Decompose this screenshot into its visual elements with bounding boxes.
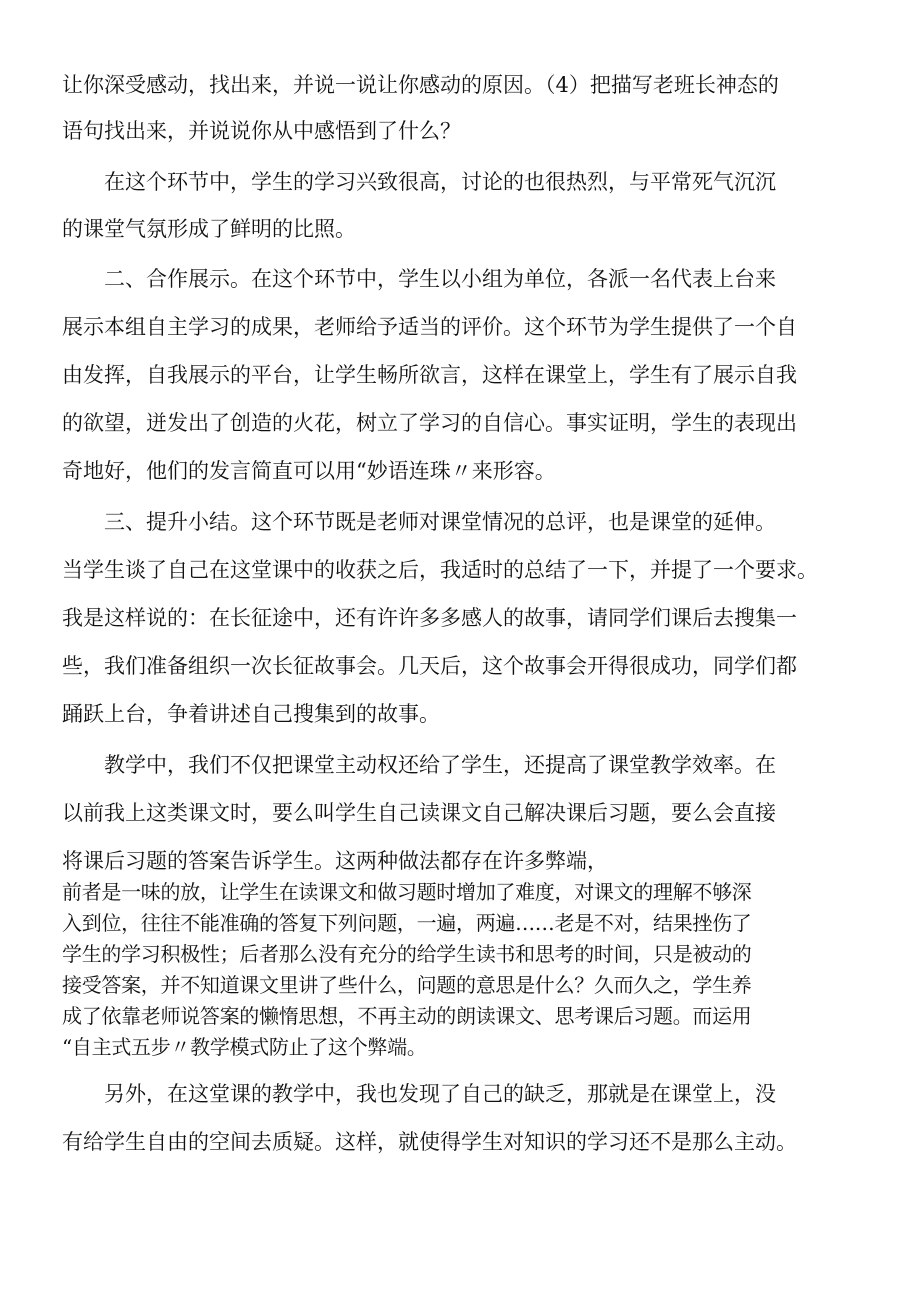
text-line: 将课后习题的答案告诉学生。这两种做法都存在许多弊端， (62, 849, 608, 873)
text-line: 让你深受感动，找出来，并说一说让你感动的原因。（4）把描写老班长神态的 (62, 73, 779, 97)
text-line: 踊跃上台，争着讲述自己搜集到的故事。 (62, 702, 440, 726)
text-line: 三、提升小结。这个环节既是老师对课堂情况的总评，也是课堂的延伸。 (62, 510, 776, 534)
text-line: 前者是一味的放，让学生在读课文和做习题时增加了难度，对课文的理解不够深 (62, 880, 752, 904)
text-line: 当学生谈了自己在这堂课中的收获之后，我适时的总结了一下，并提了一个要求。 (62, 558, 818, 582)
text-line: 接受答案，并不知道课文里讲了些什么，问题的意思是什么？久而久之，学生养 (62, 973, 752, 997)
text-line: 成了依靠老师说答案的懒惰思想，不再主动的朗读课文、思考课后习题。而运用 (62, 1004, 752, 1028)
text-line: 另外，在这堂课的教学中，我也发现了自己的缺乏，那就是在课堂上，没 (62, 1082, 776, 1106)
text-line: 二、合作展示。在这个环节中，学生以小组为单位，各派一名代表上台来 (62, 267, 776, 291)
text-line: 学生的学习积极性；后者那么没有充分的给学生读书和思考的时间，只是被动的 (62, 942, 752, 966)
text-line: 在这个环节中，学生的学习兴致很高，讨论的也很热烈，与平常死气沉沉 (62, 170, 776, 194)
text-line: 有给学生自由的空间去质疑。这样，就使得学生对知识的学习还不是那么主动。 (62, 1130, 797, 1154)
text-line: 由发挥，自我展示的平台，让学生畅所欲言，这样在课堂上，学生有了展示自我 (62, 363, 797, 387)
text-line: “自主式五步〃教学模式防止了这个弊端。 (62, 1035, 427, 1059)
text-line: 教学中，我们不仅把课堂主动权还给了学生，还提高了课堂教学效率。在 (62, 753, 776, 777)
text-line: 我是这样说的：在长征途中，还有许许多多感人的故事，请同学们课后去搜集一 (62, 606, 797, 630)
text-line: 语句找出来，并说说你从中感悟到了什么？ (62, 119, 461, 143)
text-line: 入到位，往往不能准确的答复下列问题，一遍，两遍……老是不对，结果挫伤了 (62, 911, 752, 935)
text-line: 些，我们准备组织一次长征故事会。几天后，这个故事会开得很成功，同学们都 (62, 654, 797, 678)
text-line: 奇地好，他们的发言简直可以用“妙语连珠〃来形容。 (62, 459, 556, 483)
text-line: 的课堂气氛形成了鲜明的比照。 (62, 217, 356, 241)
text-line: 展示本组自主学习的成果，老师给予适当的评价。这个环节为学生提供了一个自 (62, 315, 797, 339)
text-line: 的欲望，迸发出了创造的火花，树立了学习的自信心。事实证明，学生的表现出 (62, 411, 797, 435)
text-line: 以前我上这类课文时，要么叫学生自己读课文自己解决课后习题，要么会直接 (62, 801, 776, 825)
